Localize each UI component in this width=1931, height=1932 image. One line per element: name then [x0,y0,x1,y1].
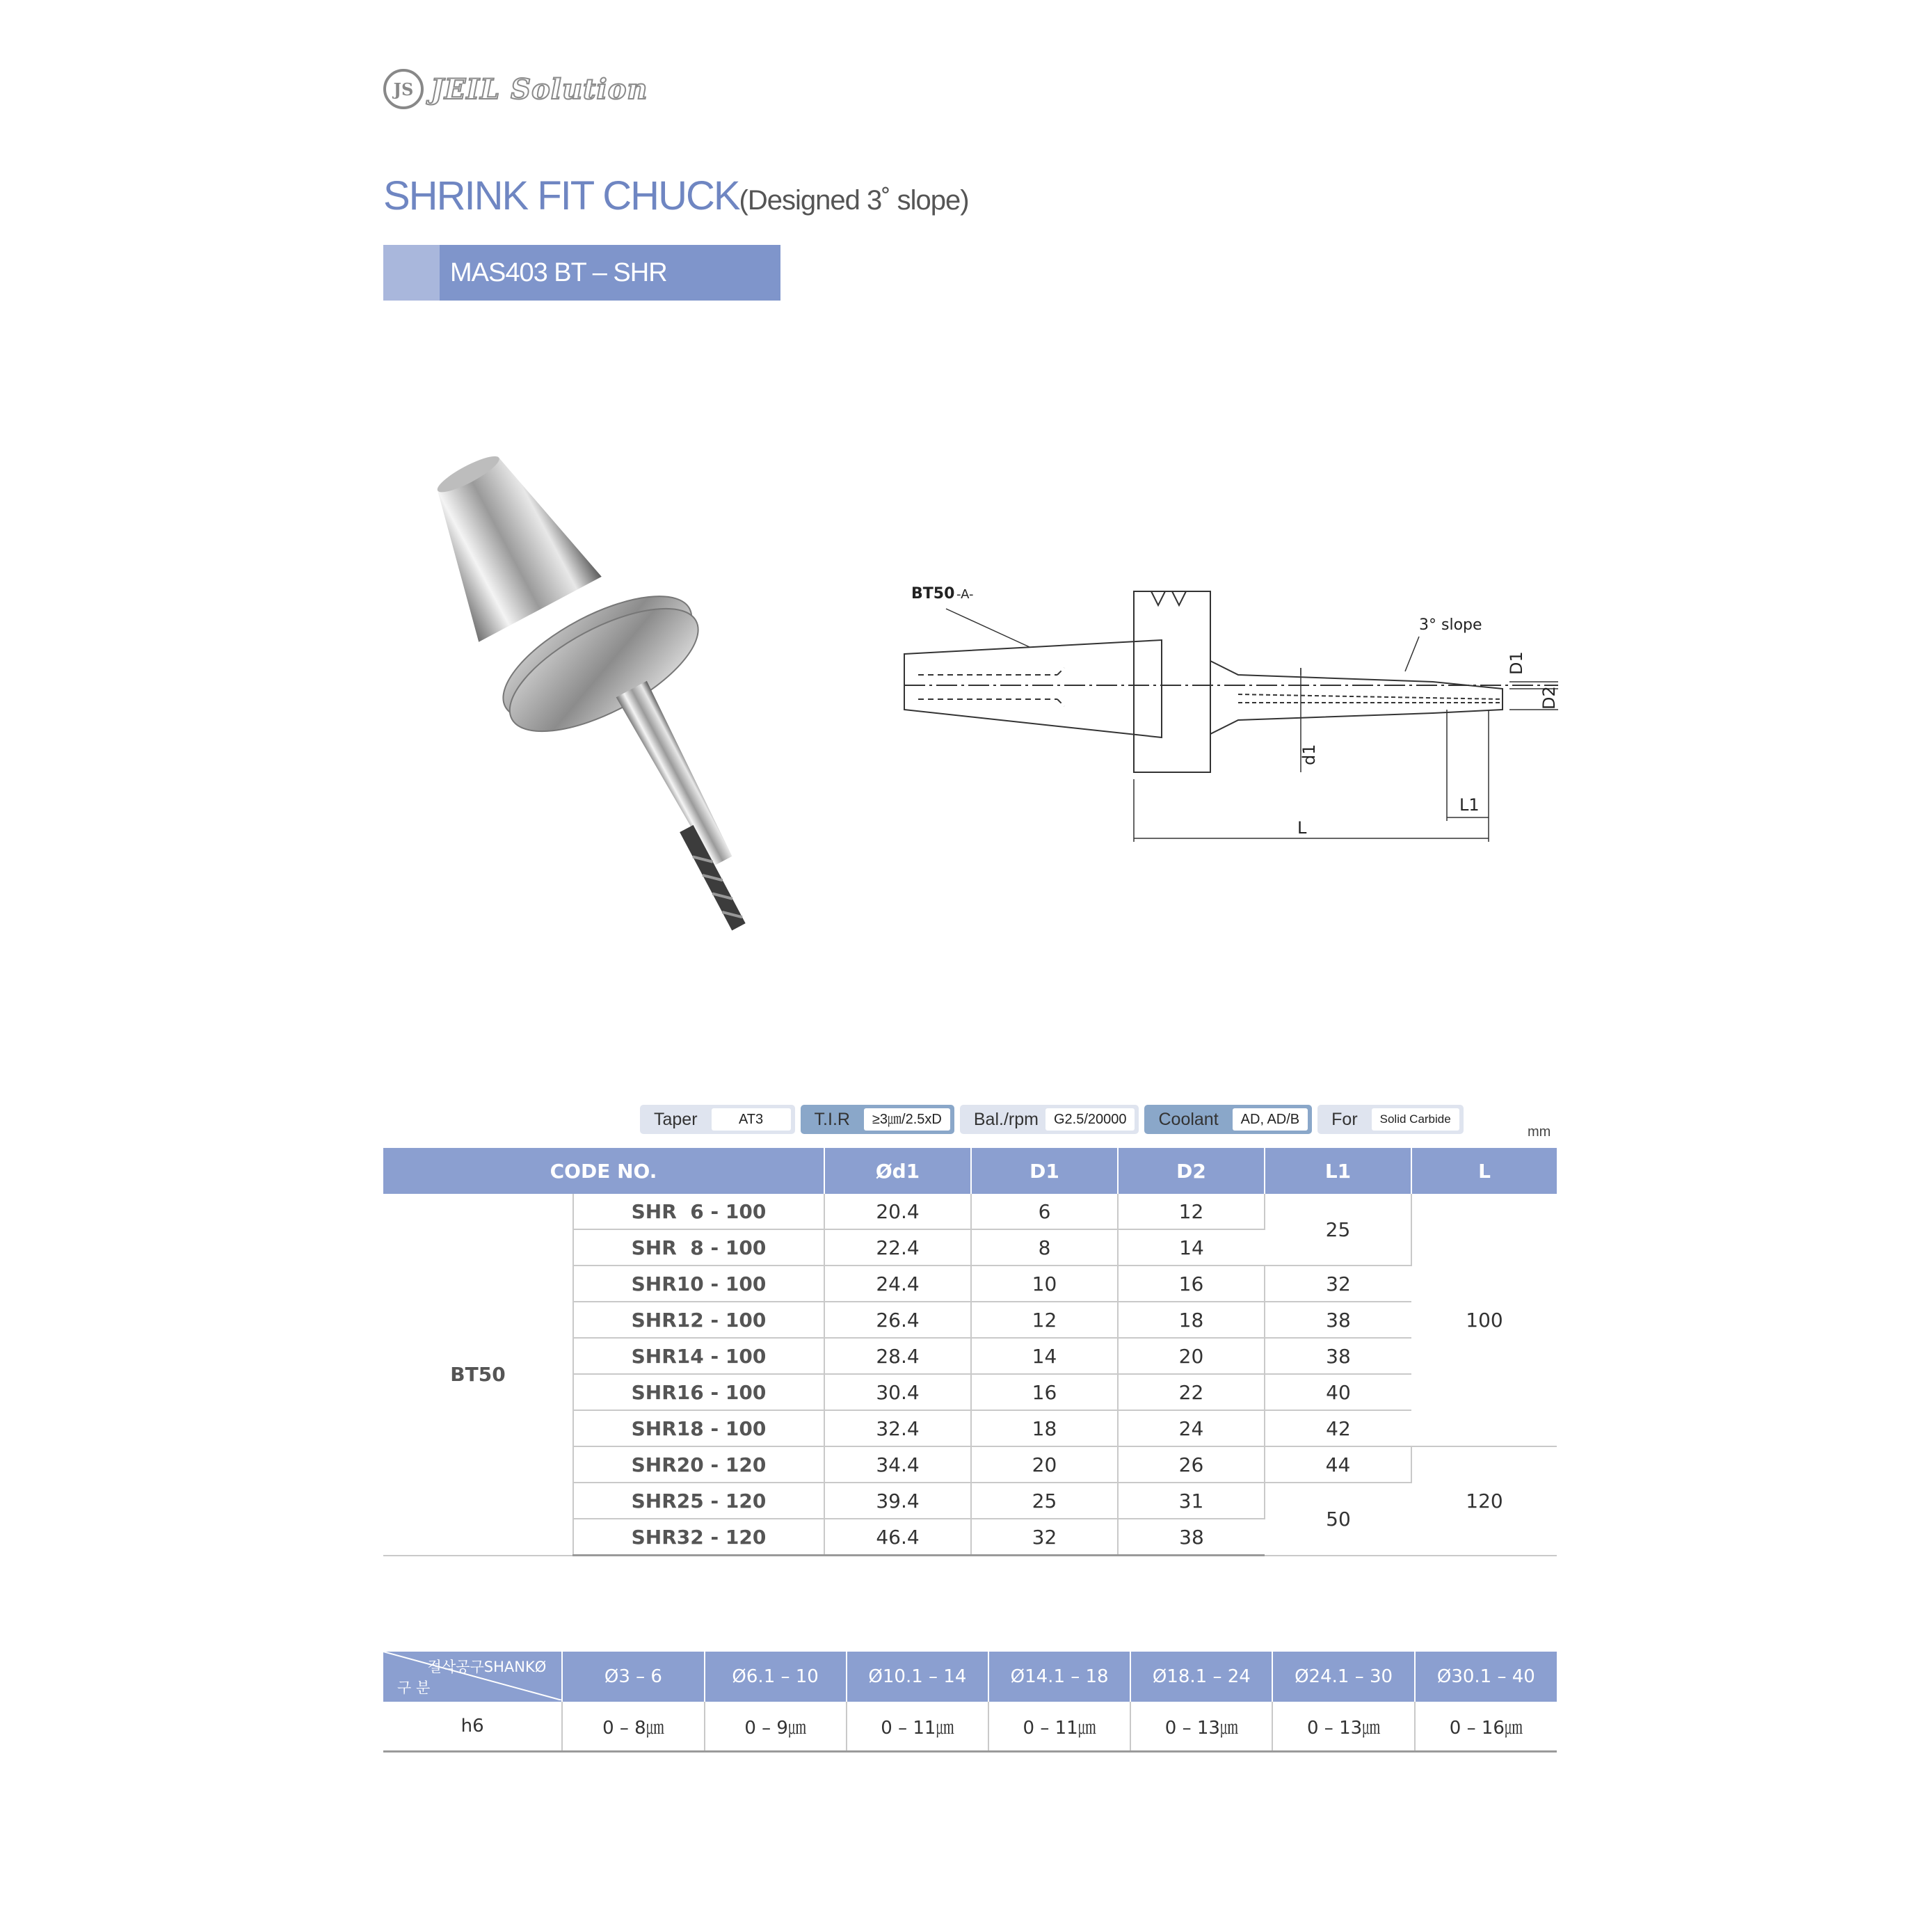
tol-col: Ø18.1 – 24 [1130,1652,1272,1702]
tolerance-corner [383,1652,562,1702]
D1-cell: 12 [971,1302,1118,1338]
col-L: L [1411,1148,1557,1194]
code-cell: SHR10 - 100 [573,1266,824,1302]
L1-cell: 38 [1265,1338,1411,1374]
D2-cell: 31 [1118,1483,1265,1519]
tol-col: Ø3 – 6 [562,1652,704,1702]
L1-cell: 25 [1265,1194,1411,1266]
tolerance-row [383,1702,1557,1752]
d1-cell: 26.4 [824,1302,971,1338]
code-cell: SHR14 - 100 [573,1338,824,1374]
brand-logo [383,67,648,111]
dim-D2: D2 [1539,686,1559,710]
D1-cell: 10 [971,1266,1118,1302]
L-cell: 120 [1411,1446,1557,1556]
D2-cell: 12 [1118,1194,1265,1229]
d1-cell: 28.4 [824,1338,971,1374]
taper-shank [417,434,602,642]
tol-value: 0 – 11㎛ [988,1702,1130,1752]
tol-value: 0 – 13㎛ [1272,1702,1414,1752]
code-cell: SHR 8 - 100 [573,1229,824,1266]
spec-tir [801,1105,954,1134]
tol-col: Ø6.1 – 10 [705,1652,847,1702]
L1-cell: 44 [1265,1446,1411,1483]
spec-value: AD, AD/B [1233,1108,1308,1131]
spec-coolant [1144,1105,1312,1134]
spec-value: ≥3㎛/2.5xD [864,1108,950,1131]
D2-cell: 24 [1118,1410,1265,1446]
L1-cell: 42 [1265,1410,1411,1446]
dim-L1: L1 [1459,795,1480,815]
D1-cell: 32 [971,1519,1118,1556]
D2-cell: 16 [1118,1266,1265,1302]
D1-cell: 16 [971,1374,1118,1410]
tolerance-table [383,1652,1557,1753]
extension [616,681,739,870]
spec-label: For [1331,1109,1358,1129]
col-L1: L1 [1265,1148,1411,1194]
spec-label: Bal./rpm [973,1109,1039,1129]
D1-cell: 25 [971,1483,1118,1519]
tol-col: Ø24.1 – 30 [1272,1652,1414,1702]
technical-drawing [890,570,1586,863]
tol-value: 0 – 13㎛ [1130,1702,1272,1752]
D1-cell: 6 [971,1194,1118,1229]
product-photo [417,431,876,960]
unit-label: mm [1528,1124,1551,1140]
tolerance-header-row [383,1652,1557,1702]
L1-cell: 38 [1265,1302,1411,1338]
d1-cell: 20.4 [824,1194,971,1229]
spec-balance [960,1105,1139,1134]
slope-label: 3° slope [1419,616,1482,634]
code-cell: SHR20 - 120 [573,1446,824,1483]
tol-col: Ø14.1 – 18 [988,1652,1130,1702]
D1-cell: 18 [971,1410,1118,1446]
dim-D1: D1 [1507,651,1526,675]
D2-cell: 22 [1118,1374,1265,1410]
code-cell: SHR25 - 120 [573,1483,824,1519]
code-cell: SHR16 - 100 [573,1374,824,1410]
tol-col: Ø10.1 – 14 [847,1652,988,1702]
table-row [383,1194,1557,1229]
spec-for [1317,1105,1464,1134]
tol-value: 0 – 11㎛ [847,1702,988,1752]
col-D1: D1 [971,1148,1118,1194]
code-cell: SHR32 - 120 [573,1519,824,1556]
code-cell: SHR 6 - 100 [573,1194,824,1229]
bt-label: BT50 [911,585,955,602]
spec-value: Solid Carbide [1372,1108,1459,1131]
tol-value: 0 – 8㎛ [562,1702,704,1752]
spec-taper [640,1105,795,1134]
D1-cell: 20 [971,1446,1118,1483]
row-label: h6 [383,1702,562,1752]
L1-cell: 40 [1265,1374,1411,1410]
d1-cell: 30.4 [824,1374,971,1410]
model-band [383,245,780,301]
d1-cell: 46.4 [824,1519,971,1556]
model-name: MAS403 BT – SHR [450,258,667,287]
corner-bottom-label: 구 분 [397,1679,431,1696]
col-code: CODE NO. [383,1148,824,1194]
dim-L: L [1297,818,1307,838]
brand-name: JEIL Solution [431,72,648,106]
d1-cell: 24.4 [824,1266,971,1302]
spec-value: G2.5/20000 [1045,1108,1135,1131]
group-label: BT50 [383,1194,573,1556]
title-sub: (Designed 3˚ slope) [739,185,969,216]
col-D2: D2 [1118,1148,1265,1194]
model-band-accent [383,245,440,301]
logo-mark: JS [383,69,424,109]
D2-cell: 14 [1118,1229,1265,1266]
d1-cell: 39.4 [824,1483,971,1519]
L1-cell: 50 [1265,1483,1411,1556]
D2-cell: 20 [1118,1338,1265,1374]
spec-label: T.I.R [814,1109,850,1129]
title-main: SHRINK FIT CHUCK [383,173,739,218]
spec-chips [640,1105,1464,1134]
d1-cell: 22.4 [824,1229,971,1266]
D1-cell: 8 [971,1229,1118,1266]
corner-top-label: 절삭공구SHANKØ [427,1659,547,1675]
datum-label: -A- [956,587,974,602]
d1-cell: 32.4 [824,1410,971,1446]
page-title [383,173,969,219]
table-header-row [383,1148,1557,1194]
spec-label: Coolant [1158,1109,1219,1129]
tol-col: Ø30.1 – 40 [1415,1652,1557,1702]
dim-d1: d1 [1299,744,1319,765]
d1-cell: 34.4 [824,1446,971,1483]
D1-cell: 14 [971,1338,1118,1374]
tol-value: 0 – 9㎛ [705,1702,847,1752]
L1-cell: 32 [1265,1266,1411,1302]
dimension-table [383,1148,1557,1556]
spec-value: AT3 [712,1108,791,1131]
code-cell: SHR12 - 100 [573,1302,824,1338]
taper-outline [904,640,1162,737]
code-cell: SHR18 - 100 [573,1410,824,1446]
D2-cell: 38 [1118,1519,1265,1556]
D2-cell: 18 [1118,1302,1265,1338]
spec-label: Taper [654,1109,698,1129]
L-cell: 100 [1411,1194,1557,1446]
tol-value: 0 – 16㎛ [1415,1702,1557,1752]
D2-cell: 26 [1118,1446,1265,1483]
col-d1: Ød1 [824,1148,971,1194]
